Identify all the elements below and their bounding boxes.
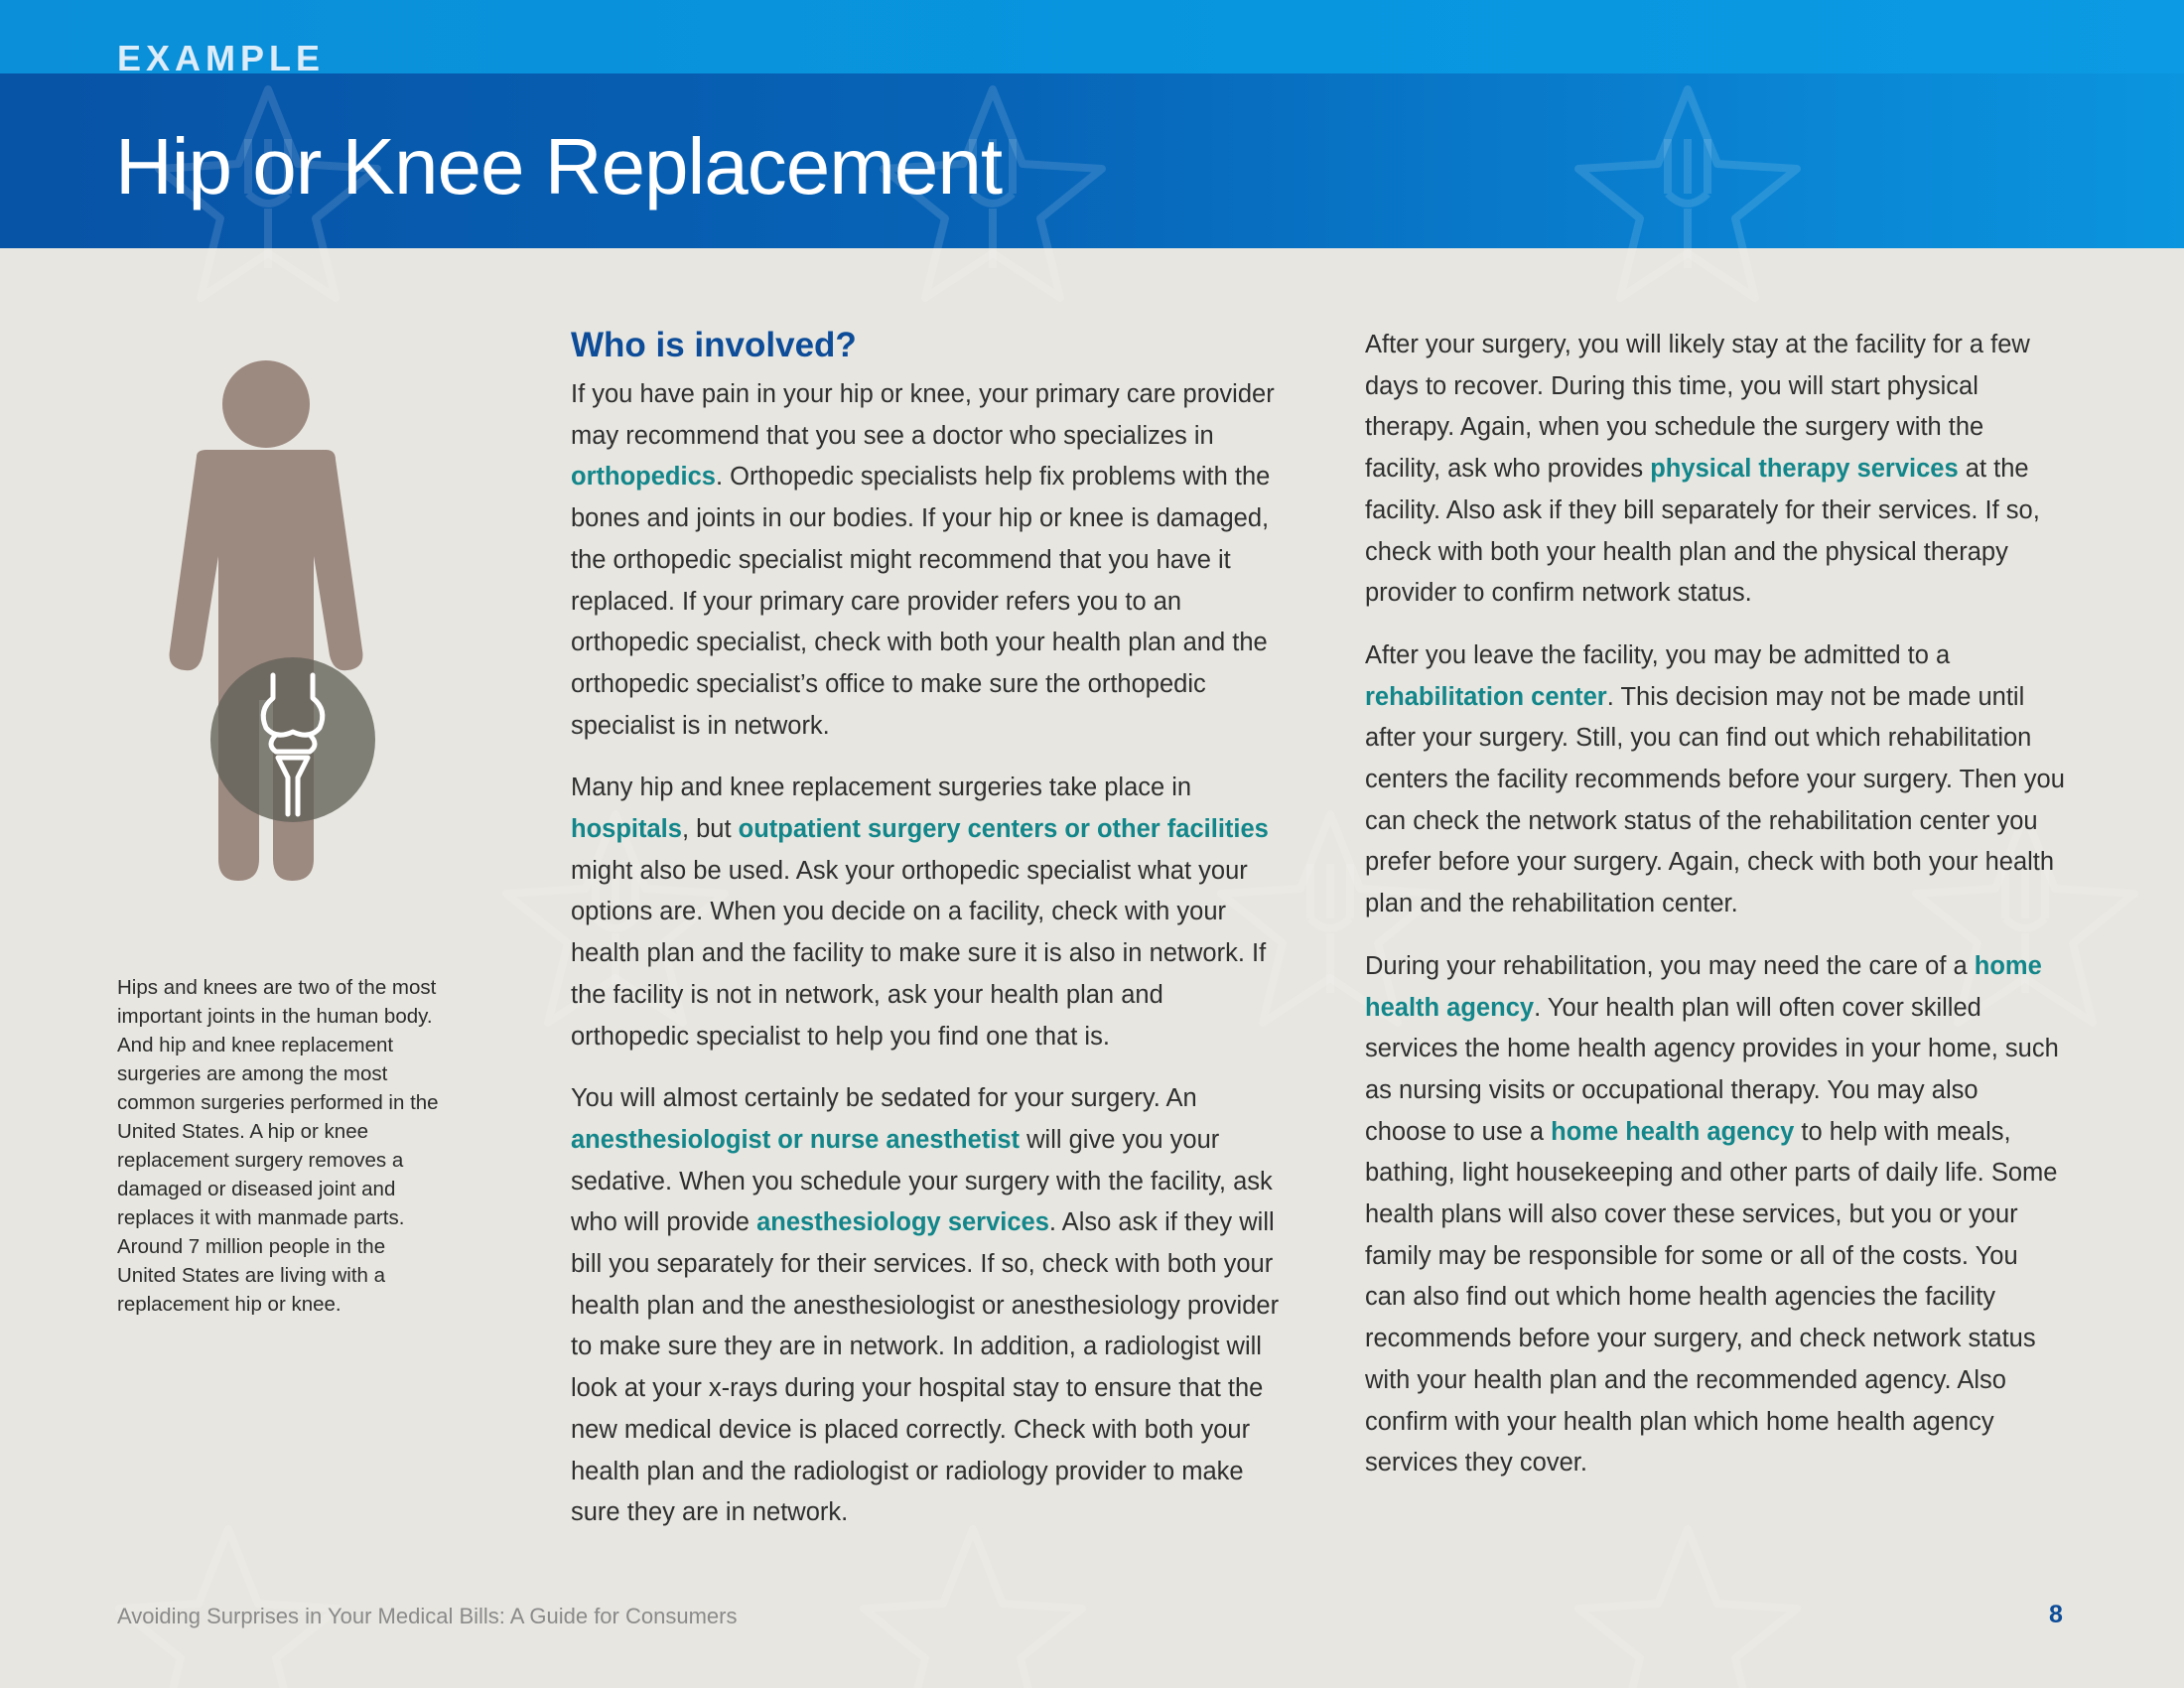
keyword-rehabilitation-center: rehabilitation center xyxy=(1365,682,1607,711)
keyword-home-health-agency: home health agency xyxy=(1365,951,2042,1022)
section-heading: Who is involved? xyxy=(571,326,857,364)
paragraph xyxy=(571,768,1286,1057)
keyword-orthopedics: orthopedics xyxy=(571,463,716,492)
page-title: Hip or Knee Replacement xyxy=(115,122,1003,211)
paragraph-text: , but xyxy=(681,815,739,844)
paragraph-text: will give you your sedative. When you schedule your surgery with the facility, ask who will provide xyxy=(571,1125,1273,1237)
paragraph-text: If you have pain in your hip or knee, your primary care provider may recommend that you see a doctor who specializes in xyxy=(571,380,1275,450)
paragraph-text: . Also ask if they will bill you separately for their services. If so, check with both your health plan and the anesthesiologist or anesthesiology provider to make sure they are in network. In addition, a radiologist will look at your x-rays during your hospital stay to ensure that the new medical device is placed correctly. Check with both your health plan and the radiologist or radiology provider to make sure they are in network. xyxy=(571,1208,1280,1527)
paragraph-text: . Orthopedic specialists help fix problems with the bones and joints in our bodies. If your hip or knee is damaged, the orthopedic specialist might recommend that you have it replaced. If your primary care provider refers you to an orthopedic specialist, check with both your health plan and the orthopedic specialist’s office to make sure the orthopedic specialist is in network. xyxy=(571,463,1271,740)
paragraph xyxy=(1365,946,2065,1484)
sidebar-caption: Hips and knees are two of the most important joints in the human body. And hip and knee replacement surgeries are among the most common surgeries performed in the United States. A hip or knee replacement surgery removes a damaged or diseased joint and replaces it with manmade parts. Around 7 million people in the United States are living with a replacement hip or knee. xyxy=(117,976,439,1316)
keyword-physical-therapy: physical therapy services xyxy=(1650,455,1959,484)
paragraph-text: You will almost certainly be sedated for your surgery. An xyxy=(571,1084,1197,1113)
paragraph-text: at the facility. Also ask if they bill separately for their services. If so, check with both your health plan and the physical therapy provider to confirm network status. xyxy=(1365,455,2040,608)
paragraph-text: to help with meals, bathing, light housekeeping and other parts of daily life. Some health plans will also cover these services, but you or your family may be responsible for some or all of the costs. You can also find out which home health agencies the facility recommends before your surgery, and check network status with your health plan and the recommended agency. Also confirm with your health plan which home health agency services they cover. xyxy=(1365,1117,2058,1477)
paragraph-text: . This decision may not be made until after your surgery. Still, you can find out which rehabilitation centers the facility recommends before your surgery. Then you can check the network status of the rehabilitation center you prefer before your surgery. Again, check with both your health plan and the rehabilitation center. xyxy=(1365,682,2065,918)
paragraph xyxy=(571,374,1286,747)
paragraph-text: might also be used. Ask your orthopedic specialist what your options are. When you decide on a facility, check with your health plan and the facility to make sure it is also in network. If the facility is not in network, ask your health plan and orthopedic specialist to help you find one that is. xyxy=(571,856,1267,1051)
paragraph-text: After your surgery, you will likely stay at the facility for a few days to recover. During this time, you will start physical therapy. Again, when you schedule the surgery with the facility, ask who provides xyxy=(1365,331,2030,484)
human-figure-icon xyxy=(159,352,387,889)
paragraph-text: Many hip and knee replacement surgeries take place in xyxy=(571,774,1192,802)
keyword-outpatient-centers: outpatient surgery centers or other facilities xyxy=(738,815,1269,844)
paragraph xyxy=(1365,635,2065,925)
paragraph-text: During your rehabilitation, you may need the care of a xyxy=(1365,951,1975,980)
paragraph-text: After you leave the facility, you may be admitted to a xyxy=(1365,640,1951,669)
keyword-home-health-agency: home health agency xyxy=(1551,1117,1795,1146)
keyword-hospitals: hospitals xyxy=(571,815,682,844)
paragraph xyxy=(1365,325,2065,615)
page-number: 8 xyxy=(2049,1601,2063,1628)
knee-joint-icon xyxy=(210,657,375,822)
eyebrow-label: EXAMPLE xyxy=(117,38,326,78)
paragraph-text: . Your health plan will often cover skilled services the home health agency provides in your home, such as nursing visits or occupational therapy. You may also choose to use a xyxy=(1365,993,2059,1146)
footer-text: Avoiding Surprises in Your Medical Bills: A Guide for Consumers xyxy=(117,1604,738,1628)
header-top-band xyxy=(0,0,2184,75)
middle-column xyxy=(571,323,1286,1555)
paragraph xyxy=(571,1078,1286,1534)
keyword-anesthesiologist: anesthesiologist or nurse anesthetist xyxy=(571,1125,1021,1154)
right-column xyxy=(1365,325,2065,1505)
keyword-anesthesiology-services: anesthesiology services xyxy=(756,1208,1049,1237)
